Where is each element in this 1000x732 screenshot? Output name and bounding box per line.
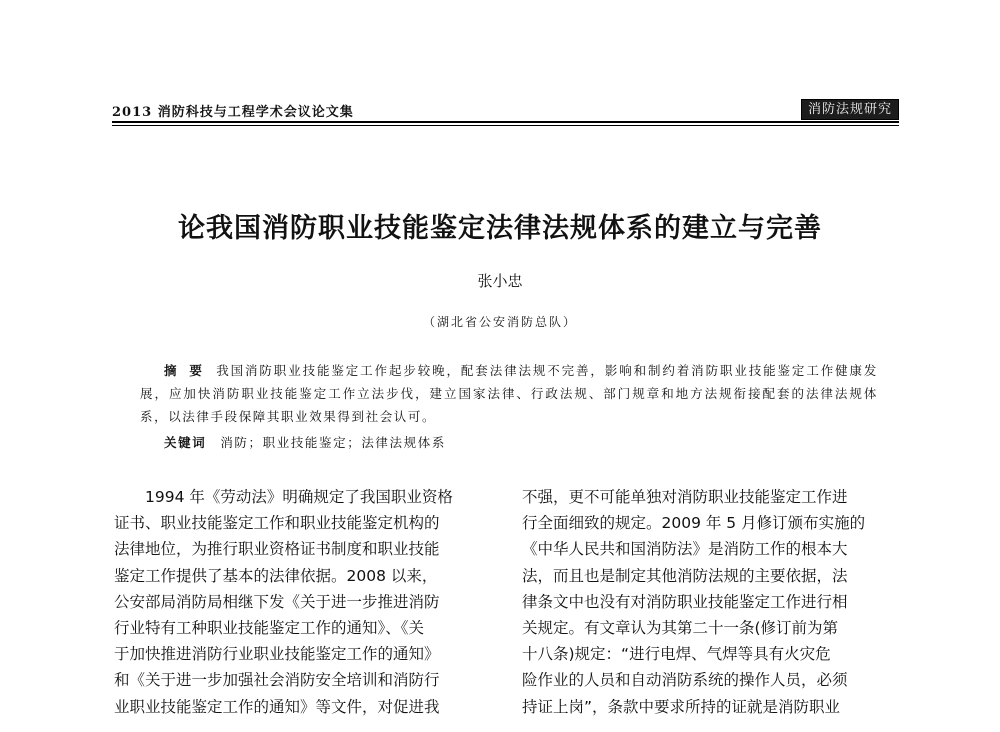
body-line: 证书、职业技能鉴定工作和职业技能鉴定机构的 bbox=[114, 514, 440, 533]
abstract-text: 我国消防职业技能鉴定工作起步较晚，配套法律法规不完善，影响和制约着消防职业技能鉴定工作健康发展，应加快消防职业技能鉴定工作立法步伐，建立国家法律、行政法规、部门规章和地方法规衔接配套的法律法规体系，以法律手段保障其职业效果得到社会认可。 bbox=[140, 363, 878, 424]
paper-author: 张小忠 bbox=[477, 272, 523, 290]
body-line: 险作业的人员和自动消防系统的操作人员，必须 bbox=[522, 671, 848, 690]
body-line: 业职业技能鉴定工作的通知》等文件，对促进我 bbox=[114, 697, 440, 716]
body-column-left bbox=[114, 484, 486, 720]
abstract bbox=[140, 359, 878, 428]
paper-affiliation: （湖北省公安消防总队） bbox=[422, 315, 577, 329]
keywords-text: 消防；职业技能鉴定；法律法规体系 bbox=[220, 435, 446, 450]
paper-title: 论我国消防职业技能鉴定法律法规体系的建立与完善 bbox=[178, 213, 822, 244]
section-badge: 消防法规研究 bbox=[801, 99, 899, 120]
body-line: 法律地位，为推行职业资格证书制度和职业技能 bbox=[114, 540, 440, 559]
body-line: 行业特有工种职业技能鉴定工作的通知》、《关 bbox=[114, 618, 425, 637]
body-column-right bbox=[522, 484, 894, 720]
abstract-label: 摘 要 bbox=[164, 363, 207, 378]
header-rule bbox=[112, 121, 899, 123]
proceedings-title: 2013 消防科技与工程学术会议论文集 bbox=[112, 105, 354, 120]
keywords bbox=[164, 433, 878, 451]
body-line: 和《关于进一步加强社会消防安全培训和消防行 bbox=[114, 671, 440, 690]
body-line: 十八条)规定：“进行电焊、气焊等具有火灾危 bbox=[522, 645, 831, 664]
body-line: 关规定。有文章认为其第二十一条(修订前为第 bbox=[522, 618, 839, 637]
body-line: 律条文中也没有对消防职业技能鉴定工作进行相 bbox=[522, 592, 848, 611]
body-line: 于加快推进消防行业职业技能鉴定工作的通知》 bbox=[114, 645, 440, 664]
body-line: 不强，更不可能单独对消防职业技能鉴定工作进 bbox=[522, 488, 848, 506]
body-line: 行全面细致的规定。2009 年 5 月修订颁布实施的 bbox=[522, 514, 866, 533]
header-rule-thin bbox=[112, 125, 899, 126]
body-line: 公安部局消防局相继下发《关于进一步推进消防 bbox=[114, 592, 440, 611]
body-line: 《中华人民共和国消防法》是消防工作的根本大 bbox=[522, 540, 848, 559]
keywords-label: 关键词 bbox=[164, 435, 207, 450]
running-header bbox=[112, 99, 899, 121]
body-line: 1994 年《劳动法》明确规定了我国职业资格 bbox=[114, 488, 453, 506]
body-line: 鉴定工作提供了基本的法律依据。2008 以来， bbox=[114, 566, 438, 585]
body-line: 持证上岗”，条款中要求所持的证就是消防职业 bbox=[522, 697, 841, 716]
body-line: 法，而且也是制定其他消防法规的主要依据，法 bbox=[522, 566, 848, 585]
